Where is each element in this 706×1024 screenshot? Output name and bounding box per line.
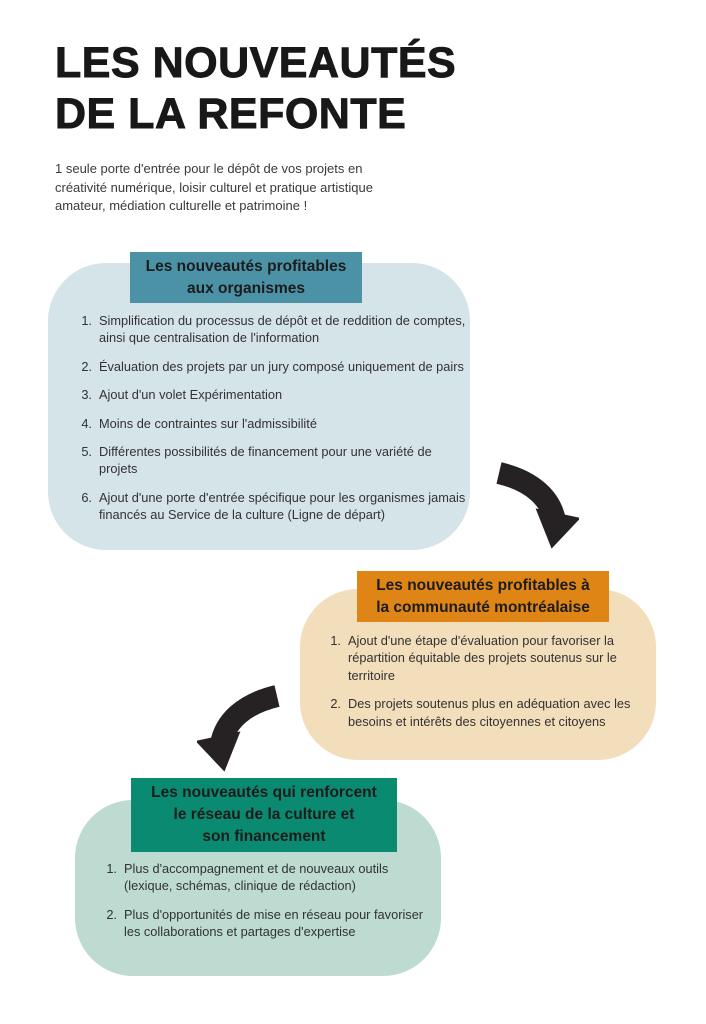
header-line: son financement (202, 828, 326, 845)
item-text: Ajout d'un volet Expérimentation (99, 387, 283, 403)
item-text: Différentes possibilités de financement pour une variété de projets (99, 444, 432, 477)
header-line: aux organismes (186, 279, 306, 297)
curved-arrow-down-left-icon (197, 680, 289, 776)
item-number: 3. (81, 387, 92, 403)
page-title-line-1: LES NOUVEAUTÉS (55, 39, 457, 87)
page-title (55, 38, 456, 140)
item-number: 5. (81, 444, 92, 460)
list-item (100, 906, 438, 941)
header-line: Les nouveautés profitables à (376, 576, 590, 594)
list-item (75, 415, 469, 432)
page-title-line-2: DE LA REFONTE (55, 90, 407, 138)
header-line: Les nouveautés qui renforcent (151, 784, 377, 801)
item-text: Des projets soutenus plus en adéquation avec les besoins et intérêts des citoyennes et citoyens (348, 696, 631, 729)
box-communaute-list (324, 632, 656, 741)
list-item (75, 489, 469, 524)
box-reseau-header (131, 778, 397, 852)
item-number: 2. (330, 696, 341, 712)
box-organismes-header (130, 252, 362, 303)
box-communaute-header (357, 571, 609, 622)
item-number: 4. (81, 415, 92, 431)
item-text: Simplification du processus de dépôt et de reddition de comptes, ainsi que centralisation de l'information (99, 313, 466, 346)
item-number: 2. (106, 906, 117, 922)
list-item (324, 695, 656, 730)
list-item (75, 386, 469, 403)
list-item (324, 632, 656, 684)
curved-arrow-down-right-icon (487, 457, 579, 553)
list-item (100, 860, 438, 895)
box-reseau-list (100, 860, 438, 952)
header-line: la communauté montréalaise (376, 598, 590, 616)
item-text: Plus d'opportunités de mise en réseau pour favoriser les collaborations et partages d'expertise (124, 906, 424, 940)
item-text: Ajout d'une porte d'entrée spécifique pour les organismes jamais financés au Service de la culture (Ligne de départ) (99, 489, 466, 523)
header-line: le réseau de la culture et (173, 806, 355, 823)
header-line: Les nouveautés profitables (145, 257, 347, 275)
item-text: Moins de contraintes sur l'admissibilité (99, 415, 317, 431)
item-text: Ajout d'une étape d'évaluation pour favoriser la répartition équitable des projets soutenus sur le territoire (348, 633, 617, 683)
list-item (75, 443, 469, 478)
item-number: 1. (106, 861, 117, 876)
item-number: 1. (81, 313, 92, 328)
item-number: 6. (81, 489, 92, 505)
list-item (75, 312, 469, 347)
box-organismes-list (75, 312, 469, 535)
item-number: 2. (81, 358, 92, 374)
item-text: Évaluation des projets par un jury composé uniquement de pairs (99, 358, 464, 374)
list-item (75, 358, 469, 375)
item-number: 1. (330, 633, 341, 648)
item-text: Plus d'accompagnement et de nouveaux outils (lexique, schémas, clinique de rédaction) (124, 861, 389, 894)
intro-text: 1 seule porte d'entrée pour le dépôt de vos projets en créativité numérique, loisir culturel et pratique artistique amateur, médiation culturelle et patrimoine ! (55, 161, 373, 213)
